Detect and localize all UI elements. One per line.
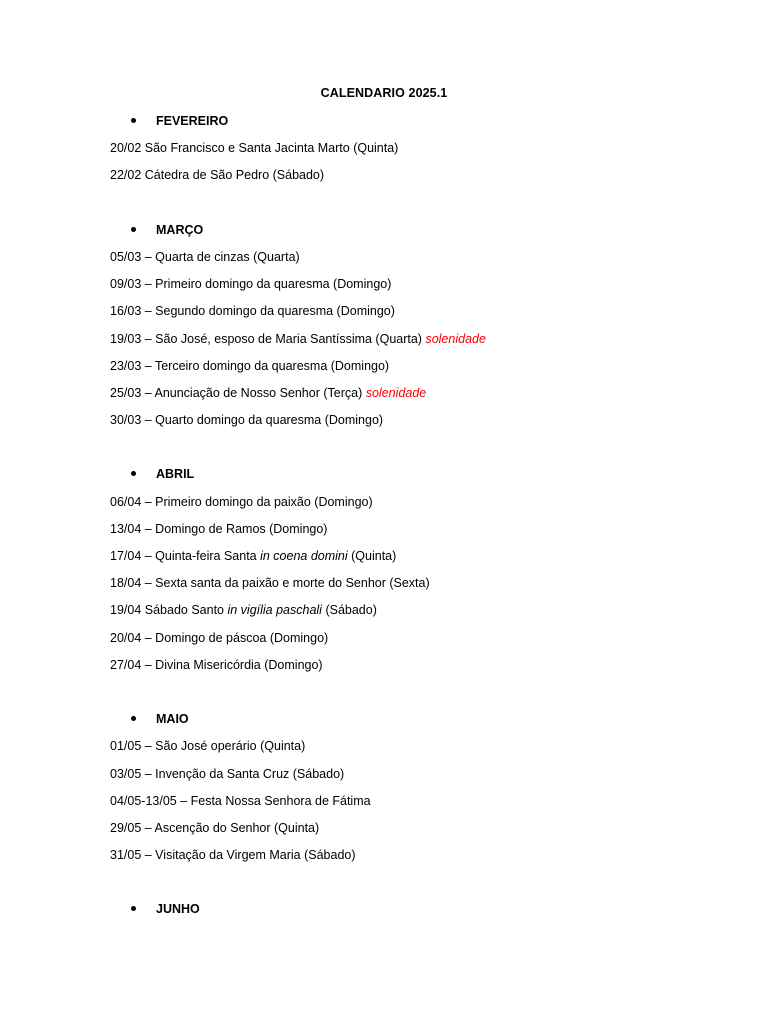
- entry-weekday: (Quinta): [347, 549, 397, 563]
- calendar-entry: [110, 492, 710, 519]
- entry-text: 31/05 – Visitação da Virgem Maria (Sábado): [110, 848, 356, 863]
- entry-text: 01/05 – São José operário (Quinta): [110, 739, 306, 754]
- entry-text: 19/03 – São José, esposo de Maria Santíssima (Quarta): [110, 331, 426, 346]
- calendar-entry: [110, 764, 710, 791]
- calendar-entry: [110, 818, 710, 845]
- calendar-entry: [110, 736, 710, 763]
- entry-text: 23/03 – Terceiro domingo da quaresma (Domingo): [110, 358, 390, 373]
- solenidade-note: solenidade: [365, 385, 427, 400]
- calendar-content: [110, 111, 710, 927]
- calendar-entry: [110, 655, 710, 682]
- bullet-icon: [131, 220, 139, 240]
- entry-text: 04/05-13/05 – Festa Nossa Senhora de Fátima: [110, 793, 371, 808]
- bullet-icon: [131, 899, 139, 919]
- bullet-icon: [131, 709, 139, 729]
- calendar-entry: [110, 573, 710, 600]
- calendar-entry: [110, 628, 710, 655]
- calendar-entry: [110, 383, 710, 410]
- month-name: ABRIL: [156, 467, 195, 482]
- latin-phrase: in coena domini: [260, 549, 348, 563]
- entry-text: 29/05 – Ascenção do Senhor (Quinta): [110, 820, 320, 835]
- entry-text: 22/02 Cátedra de São Pedro (Sábado): [110, 168, 325, 183]
- spacer: [110, 682, 710, 709]
- month-heading-maio: [110, 709, 710, 736]
- month-heading-abril: [110, 464, 710, 491]
- month-name: MARÇO: [156, 222, 204, 237]
- month-name: MAIO: [156, 712, 189, 727]
- bullet-icon: [131, 111, 139, 131]
- month-heading-junho: [110, 899, 710, 926]
- entry-text: 19/04 Sábado Santo: [110, 603, 228, 618]
- document-title: CALENDARIO 2025.1: [320, 86, 448, 100]
- entry-text: 06/04 – Primeiro domingo da paixão (Domingo): [110, 494, 373, 509]
- spacer: [110, 872, 710, 899]
- latin-phrase: in vigília paschali: [227, 603, 322, 618]
- month-name: FEVEREIRO: [156, 114, 229, 128]
- calendar-entry: [110, 845, 710, 872]
- entry-text: 30/03 – Quarto domingo da quaresma (Domingo): [110, 413, 384, 428]
- entry-text: 16/03 – Segundo domingo da quaresma (Domingo): [110, 304, 395, 319]
- entry-text: 09/03 – Primeiro domingo da quaresma (Domingo): [110, 277, 392, 292]
- calendar-entry: [110, 138, 710, 165]
- entry-text: 13/04 – Domingo de Ramos (Domingo): [110, 521, 328, 536]
- entry-text: 17/04 – Quinta-feira Santa: [110, 549, 261, 563]
- calendar-entry: [110, 519, 710, 546]
- entry-text: 20/04 – Domingo de páscoa (Domingo): [110, 630, 329, 645]
- calendar-entry: [110, 301, 710, 328]
- calendar-entry: [110, 600, 710, 627]
- bullet-icon: [131, 464, 139, 484]
- calendar-entry: [110, 247, 710, 274]
- calendar-entry: [110, 356, 710, 383]
- calendar-entry: [110, 410, 710, 437]
- calendar-entry: [110, 274, 710, 301]
- entry-text: 20/02 São Francisco e Santa Jacinta Marto (Quinta): [110, 141, 399, 156]
- calendar-entry: [110, 791, 710, 818]
- entry-text: 27/04 – Divina Misericórdia (Domingo): [110, 657, 323, 672]
- spacer: [110, 437, 710, 464]
- entry-text: 18/04 – Sexta santa da paixão e morte do Senhor (Sexta): [110, 576, 430, 591]
- solenidade-note: solenidade: [425, 331, 486, 346]
- entry-text: 03/05 – Invenção da Santa Cruz (Sábado): [110, 766, 345, 781]
- spacer: [110, 193, 710, 220]
- calendar-entry: [110, 165, 710, 192]
- entry-text: 05/03 – Quarta de cinzas (Quarta): [110, 249, 300, 264]
- entry-weekday: (Sábado): [321, 603, 377, 618]
- month-name: JUNHO: [156, 902, 200, 917]
- calendar-entry: [110, 546, 710, 573]
- calendar-entry: [110, 329, 710, 356]
- month-heading-marco: [110, 220, 710, 247]
- month-heading-fevereiro: [110, 111, 710, 138]
- entry-text: 25/03 – Anunciação de Nosso Senhor (Terça): [110, 385, 366, 400]
